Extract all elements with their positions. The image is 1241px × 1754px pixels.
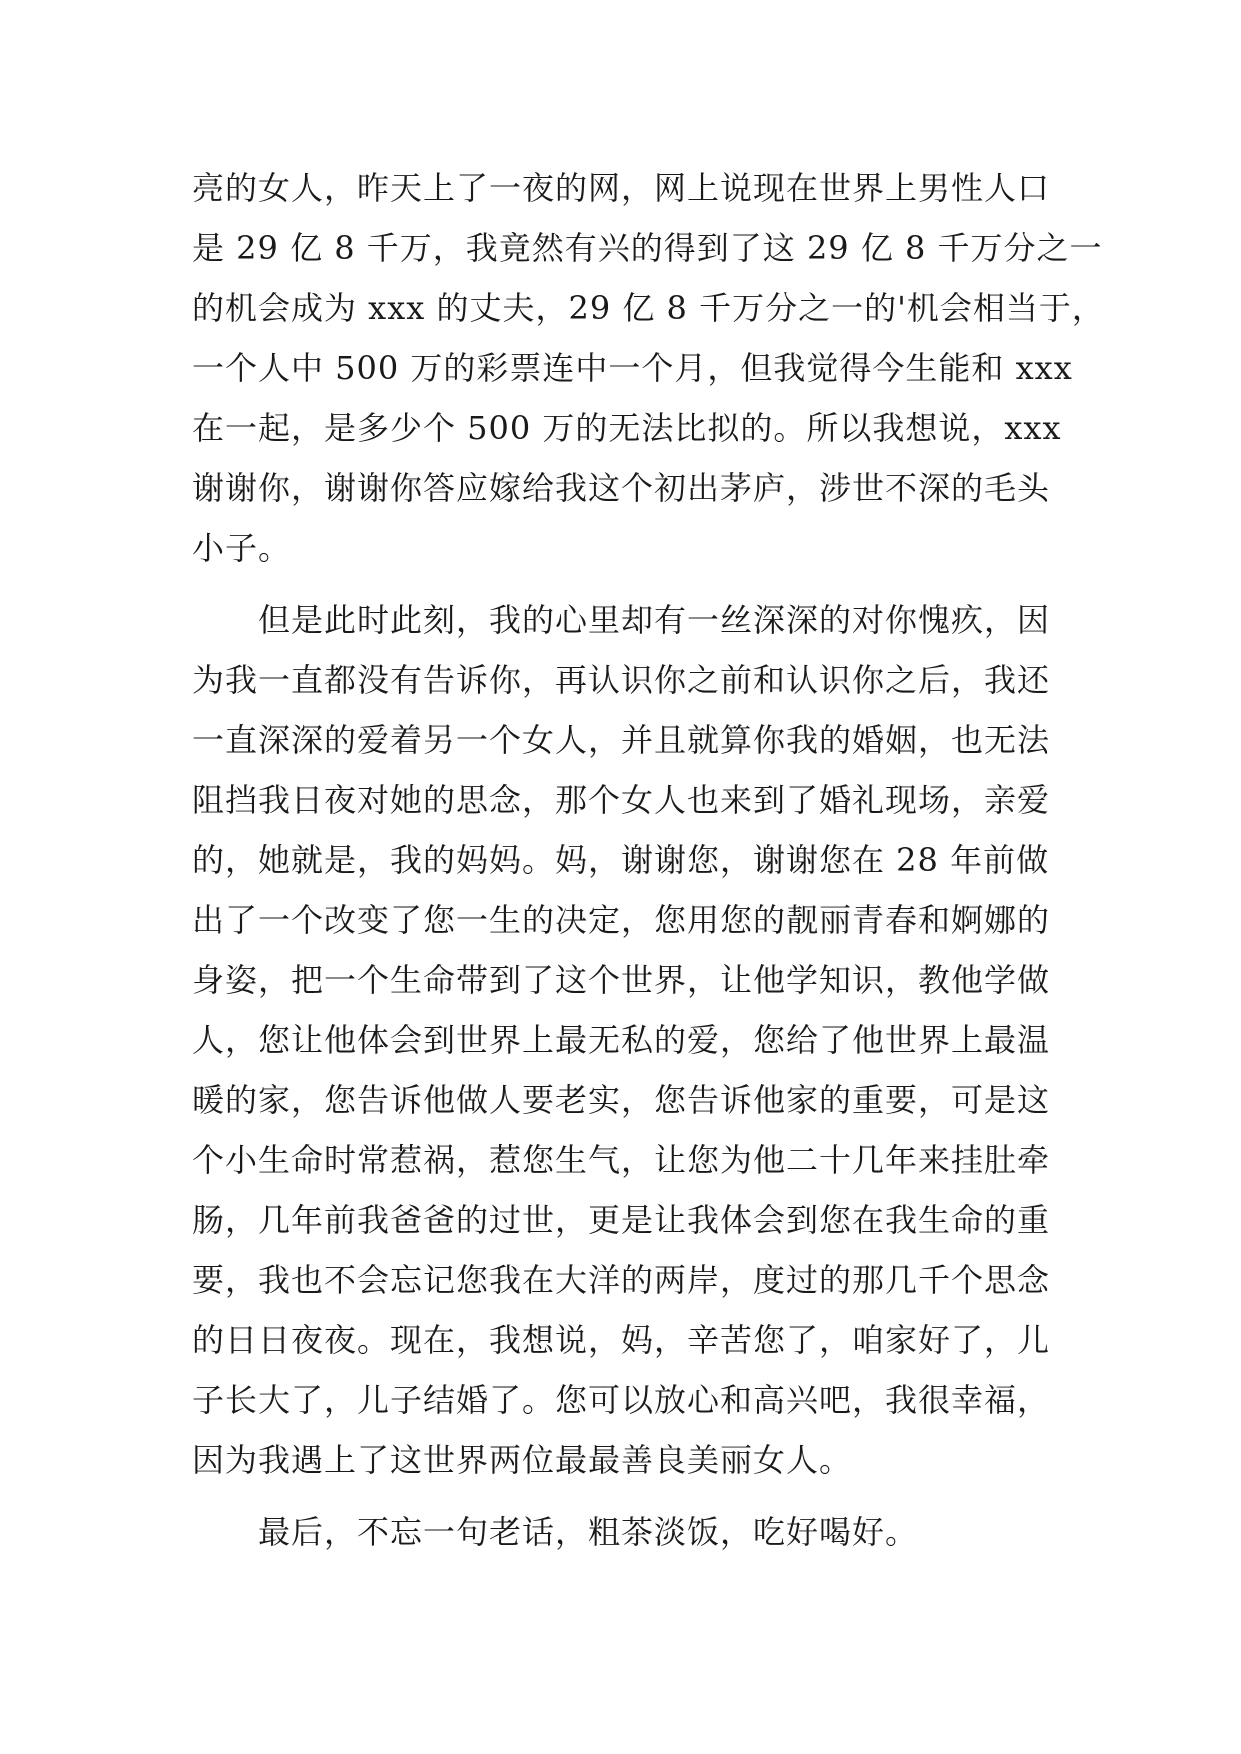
text-line: 一个人中 500 万的彩票连中一个月，但我觉得今生能和 xxx (192, 349, 1073, 387)
text-line: 最后，不忘一句老话，粗茶淡饭，吃好喝好。 (192, 1513, 919, 1551)
text-line: 的日日夜夜。现在，我想说，妈，辛苦您了，咱家好了，儿 (192, 1321, 1051, 1359)
text-line: 的，她就是，我的妈妈。妈，谢谢您，谢谢您在 28 年前做 (192, 841, 1050, 879)
paragraph-3 (192, 1502, 1072, 1562)
text-line: 身姿，把一个生命带到了这个世界，让他学知识，教他学做 (192, 961, 1051, 999)
text-line: 亮的女人，昨天上了一夜的网，网上说现在世界上男性人口 (192, 169, 1051, 207)
text-line: 阻挡我日夜对她的思念，那个女人也来到了婚礼现场，亲爱 (192, 781, 1051, 819)
text-line: 个小生命时常惹祸，惹您生气，让您为他二十几年来挂肚牵 (192, 1141, 1051, 1179)
text-line: 出了一个改变了您一生的决定，您用您的靓丽青春和婀娜的 (192, 901, 1051, 939)
text-line: 谢谢你，谢谢你答应嫁给我这个初出茅庐，涉世不深的毛头 (192, 469, 1051, 507)
text-line: 为我一直都没有告诉你，再认识你之前和认识你之后，我还 (192, 661, 1051, 699)
text-line: 的机会成为 xxx 的丈夫，29 亿 8 千万分之一的'机会相当于， (192, 289, 1105, 327)
text-line: 人，您让他体会到世界上最无私的爱，您给了他世界上最温 (192, 1021, 1051, 1059)
text-line: 小子。 (192, 529, 292, 567)
text-line: 在一起，是多少个 500 万的无法比拟的。所以我想说，xxx (192, 409, 1062, 447)
text-line: 子长大了，儿子结婚了。您可以放心和高兴吧，我很幸福， (192, 1381, 1051, 1419)
paragraph-2 (192, 590, 1072, 1490)
text-line: 但是此时此刻，我的心里却有一丝深深的对你愧疚，因 (192, 601, 1051, 639)
text-line: 一直深深的爱着另一个女人，并且就算你我的婚姻，也无法 (192, 721, 1051, 759)
document-body (192, 158, 1105, 1574)
text-line: 因为我遇上了这世界两位最最善良美丽女人。 (192, 1441, 853, 1479)
text-line: 是 29 亿 8 千万，我竟然有兴的得到了这 29 亿 8 千万分之一 (192, 229, 1103, 267)
paragraph-1 (192, 158, 1105, 578)
text-line: 暖的家，您告诉他做人要老实，您告诉他家的重要，可是这 (192, 1081, 1051, 1119)
text-line: 要，我也不会忘记您我在大洋的两岸，度过的那几千个思念 (192, 1261, 1051, 1299)
text-line: 肠，几年前我爸爸的过世，更是让我体会到您在我生命的重 (192, 1201, 1051, 1239)
